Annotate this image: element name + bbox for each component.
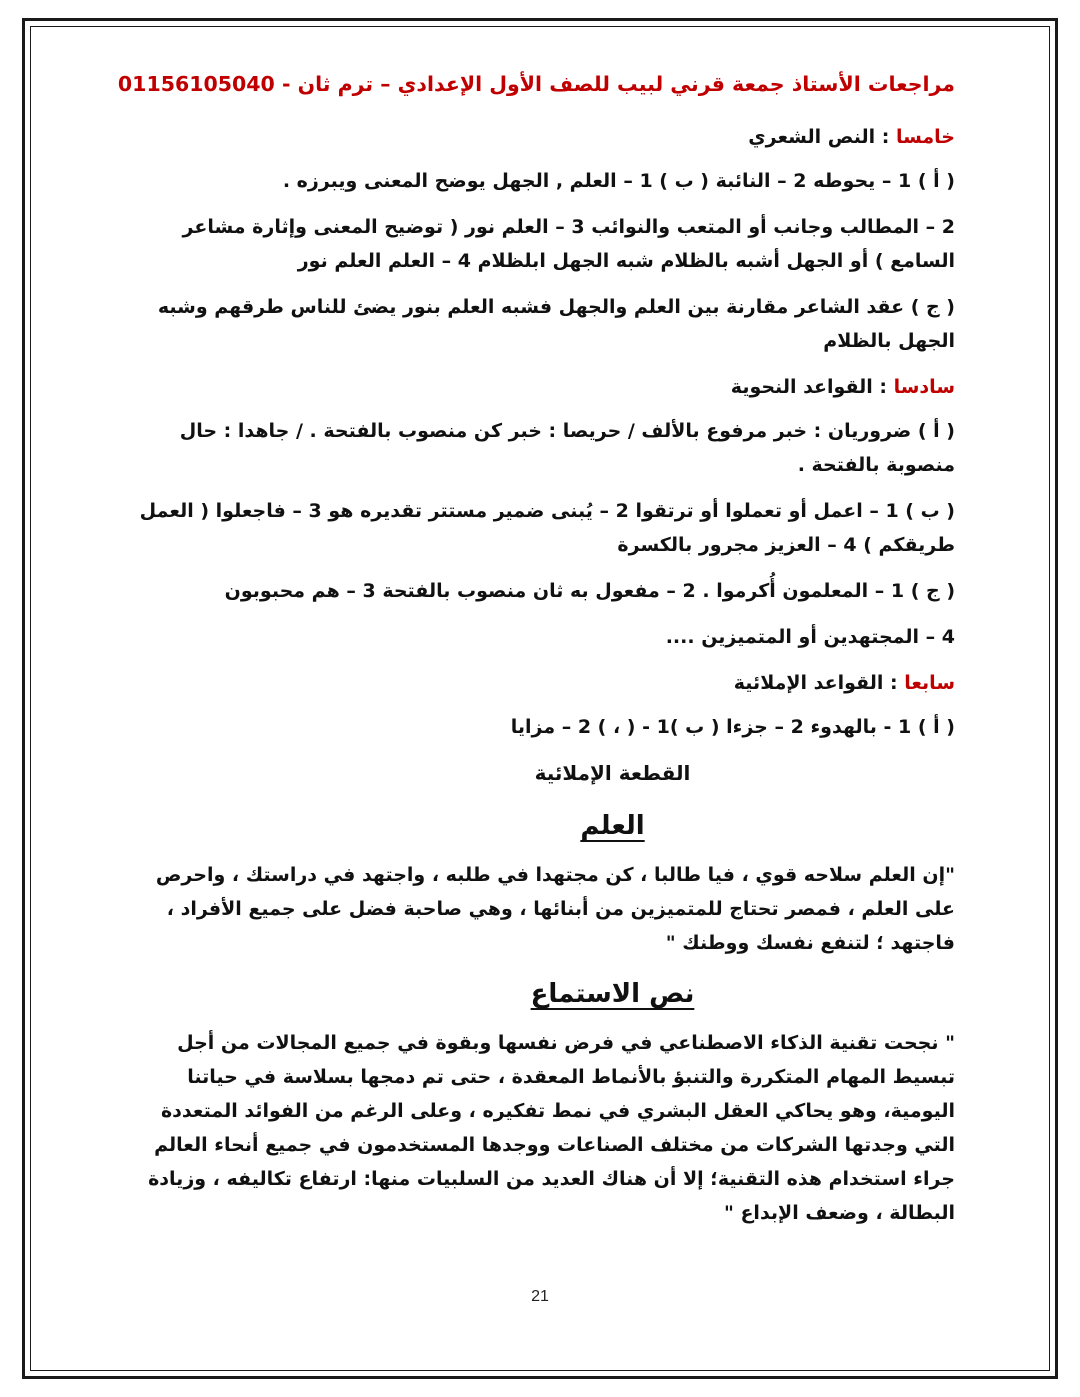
listening-title [120,974,955,1014]
dictation-text: "إن العلم سلاحه قوي ، فيا طالبا ، كن مجتهدا في طلبه ، واجتهد في دراستك ، واحرص على العلم ، فمصر تحتاج للمتميزين من أبنائها ، وهي صاحبة فضل على جميع الأفراد ، فاجتهد ؛ لتنفع نفسك ووطنك " [155,864,955,954]
section-heading-poetry [120,120,955,154]
answer-line: ( أ ) 1 - بالهدوء 2 – جزءا ( ب )1 - ( ، ) 2 – مزايا [510,716,955,738]
answer-line: ( أ ) ضروريان : خبر مرفوع بالألف / حريصا : خبر كن منصوب بالفتحة . / جاهدا : حال منصوبة بالفتحة . [179,420,955,476]
section-title: : القواعد النحوية [730,376,894,398]
dictation-title [120,806,955,846]
listening-title-text: نص الاستماع [530,979,695,1009]
dictation-heading: القطعة الإملائية [534,761,691,785]
answer-line: ( أ ) 1 – يحوطه 2 – النائبة ( ب ) 1 – العلم , الجهل يوضح المعنى ويبرزه . [282,170,955,192]
section-title: : القواعد الإملائية [733,672,905,694]
section-label: خامسا [895,126,955,148]
dictation-title-text: العلم [580,811,645,841]
answer-line: 4 – المجتهدين أو المتميزين .... [665,626,955,648]
page-content [117,66,955,1244]
answer-line: ( ج ) عقد الشاعر مقارنة بين العلم والجهل فشبه العلم بنور يضئ للناس طرقهم وشبه الجهل بالظلام [157,296,955,352]
page-number: 21 [531,1288,549,1305]
section-heading-grammar [120,370,955,404]
section-title: : النص الشعري [748,126,896,148]
answer-line: 2 – المطالب وجانب أو المتعب والنوائب 3 – العلم نور ( توضيح المعنى وإثارة مشاعر السامع ) أو الجهل أشبه بالظلام شبه الجهل ابلظلام 4 – العلم العلم نور [182,216,955,272]
section-heading-spelling [120,666,955,700]
listening-text: " نجحت تقنية الذكاء الاصطناعي في فرض نفسها وبقوة في جميع المجالات من أجل تبسيط المهام المتكررة والتنبؤ بالأنماط المعقدة ، حتى تم دمجها بسلاسة في حياتنا اليومية، وهو يحاكي العقل البشري في نمط تفكيره ، وعلى الرغم من الفوائد المتعددة التي وجدتها الشركات من مختلف الصناعات ووجدها المستخدمون في جميع أنحاء العالم جراء استخدام هذه التقنية؛ إلا أن هناك العديد من السلبيات منها: ارتفاع تكاليفه ، وزيادة البطالة ، وضعف الإبداع " [148,1032,955,1224]
page-header-title: مراجعات الأستاذ جمعة قرني لبيب للصف الأول الإعدادي – ترم ثان - 01156105040 [117,72,955,96]
section-label: سادسا [893,376,955,398]
section-label: سابعا [904,672,955,694]
answer-line: ( ب ) 1 – اعمل أو تعملوا أو ترتقوا 2 – يُبنى ضمير مستتر تقديره هو 3 – فاجعلوا ( العمل طريقكم ) 4 – العزيز مجرور بالكسرة [139,500,955,556]
answer-line: ( ج ) 1 – المعلمون أُكرموا . 2 – مفعول به ثان منصوب بالفتحة 3 – هم محبوبون [224,580,955,602]
